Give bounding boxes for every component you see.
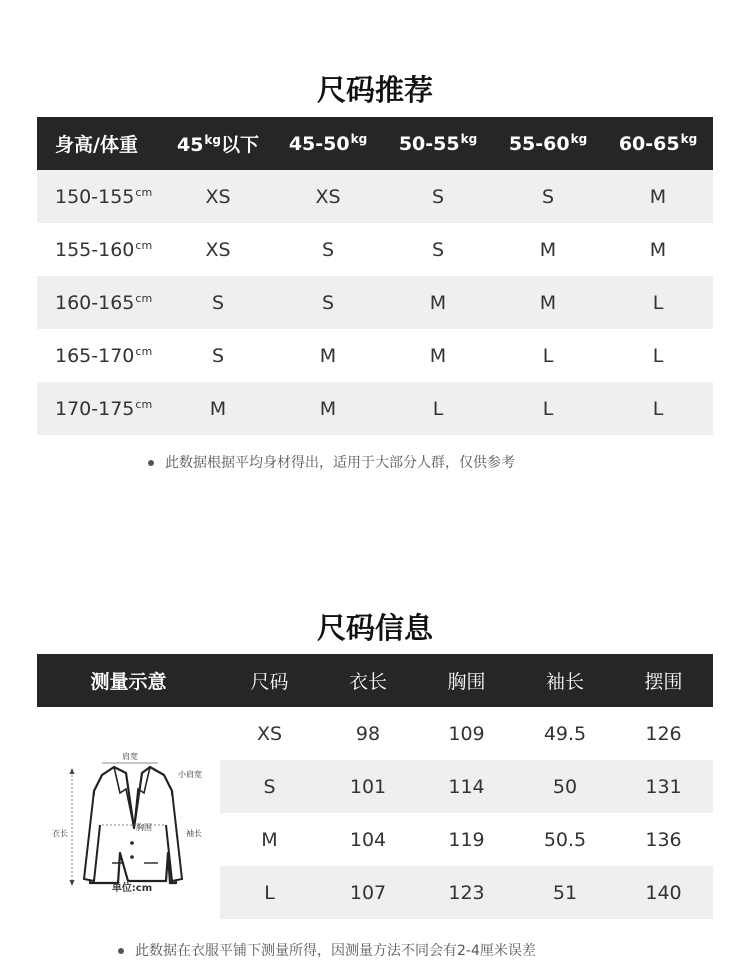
size-cell: L xyxy=(493,382,603,435)
unit-label: 单位:cm xyxy=(111,883,152,894)
size-cell: XS xyxy=(163,170,273,223)
recommendation-note xyxy=(148,452,515,472)
sleeve-label: 袖长 xyxy=(185,829,202,838)
size-cell: XS xyxy=(205,238,231,261)
bullet-dot-icon xyxy=(118,948,124,954)
length-value-cell: 98 xyxy=(355,722,381,745)
size-recommendation-table xyxy=(37,117,713,435)
size-cell: S xyxy=(383,170,493,223)
height-cell: $155-160^{cm}$ xyxy=(55,238,153,261)
size-cell: L xyxy=(542,344,554,367)
length-label: 衣长 xyxy=(51,829,68,838)
hem-value-cell: 126 xyxy=(645,722,682,745)
size-cell: L xyxy=(603,382,713,435)
height-weight-header: 身高/体重 xyxy=(37,117,163,170)
hem-value-cell: 140 xyxy=(614,866,713,919)
column-header: 摆围 xyxy=(614,654,713,707)
size-cell: M xyxy=(539,238,557,261)
size-cell: S xyxy=(220,760,319,813)
table-row xyxy=(37,170,713,223)
length-value-cell: 101 xyxy=(319,760,417,813)
height-cell: $170-175^{cm}$ xyxy=(37,382,163,435)
table-row xyxy=(37,707,713,760)
size-info-table xyxy=(37,654,713,919)
weight-column-header: $55-60^{kg}$ xyxy=(493,117,603,170)
size-cell: XS xyxy=(256,722,283,745)
table-row xyxy=(37,382,713,435)
table-row xyxy=(37,223,713,276)
size-cell: S xyxy=(211,344,225,367)
bullet-dot-icon xyxy=(148,460,154,466)
size-info-note xyxy=(118,940,536,960)
weight-column-header: $50-55^{kg}$ xyxy=(383,117,493,170)
size-info-title: 尺码信息 xyxy=(316,611,433,645)
size-info-note-text: 此数据在衣服平铺下测量所得，因测量方法不同会有2-4厘米误差 xyxy=(135,943,536,959)
size-recommendation-title: 尺码推荐 xyxy=(316,73,433,107)
sleeve-value-cell: 51 xyxy=(516,866,614,919)
size-cell: M xyxy=(649,238,667,261)
size-cell: M xyxy=(273,382,383,435)
column-header: 尺码 xyxy=(220,654,319,707)
column-header: 胸围 xyxy=(417,654,516,707)
sleeve-value-cell: 50 xyxy=(516,760,614,813)
recommendation-note-text: 此数据根据平均身材得出，适用于大部分人群，仅供参考 xyxy=(165,455,515,471)
table-row xyxy=(37,276,713,329)
size-cell: M xyxy=(163,382,273,435)
diagram-column-header: 测量示意 xyxy=(37,654,220,707)
size-cell: S xyxy=(163,276,273,329)
weight-column-header: $45^{kg}$以下 xyxy=(163,117,273,170)
shoulder-label: 肩宽 xyxy=(121,752,138,761)
measurement-diagram-cell xyxy=(37,707,220,919)
jacket-diagram-icon xyxy=(51,733,204,894)
chest-value-cell: 109 xyxy=(448,722,485,745)
size-cell: S xyxy=(431,238,445,261)
table-header-row xyxy=(37,117,713,170)
size-cell: L xyxy=(220,866,319,919)
size-cell: M xyxy=(493,276,603,329)
table-header-row xyxy=(37,654,713,707)
size-cell: L xyxy=(652,344,664,367)
weight-column-header: $45-50^{kg}$ xyxy=(273,117,383,170)
size-cell: S xyxy=(273,276,383,329)
table-row xyxy=(37,329,713,382)
height-cell: $150-155^{cm}$ xyxy=(37,170,163,223)
size-cell: S xyxy=(321,238,335,261)
sleeve-value-cell: 50.5 xyxy=(543,828,587,851)
small-shoulder-label: 小肩宽 xyxy=(177,770,202,779)
chest-value-cell: 119 xyxy=(448,828,485,851)
size-cell: XS xyxy=(273,170,383,223)
length-value-cell: 104 xyxy=(349,828,387,851)
chest-value-cell: 123 xyxy=(417,866,516,919)
size-cell: M xyxy=(261,828,278,851)
height-cell: $165-170^{cm}$ xyxy=(55,344,153,367)
size-cell: M xyxy=(319,344,337,367)
sleeve-value-cell: 49.5 xyxy=(543,722,587,745)
size-cell: M xyxy=(603,170,713,223)
hem-value-cell: 131 xyxy=(614,760,713,813)
size-cell: S xyxy=(493,170,603,223)
hem-value-cell: 136 xyxy=(645,828,682,851)
column-header: 袖长 xyxy=(516,654,614,707)
size-cell: L xyxy=(383,382,493,435)
length-value-cell: 107 xyxy=(319,866,417,919)
height-cell: $160-165^{cm}$ xyxy=(37,276,163,329)
weight-column-header: $60-65^{kg}$ xyxy=(603,117,713,170)
chest-label: 胸围 xyxy=(135,823,152,832)
size-cell: M xyxy=(429,344,447,367)
size-cell: L xyxy=(603,276,713,329)
chest-value-cell: 114 xyxy=(417,760,516,813)
size-cell: M xyxy=(383,276,493,329)
column-header: 衣长 xyxy=(319,654,417,707)
